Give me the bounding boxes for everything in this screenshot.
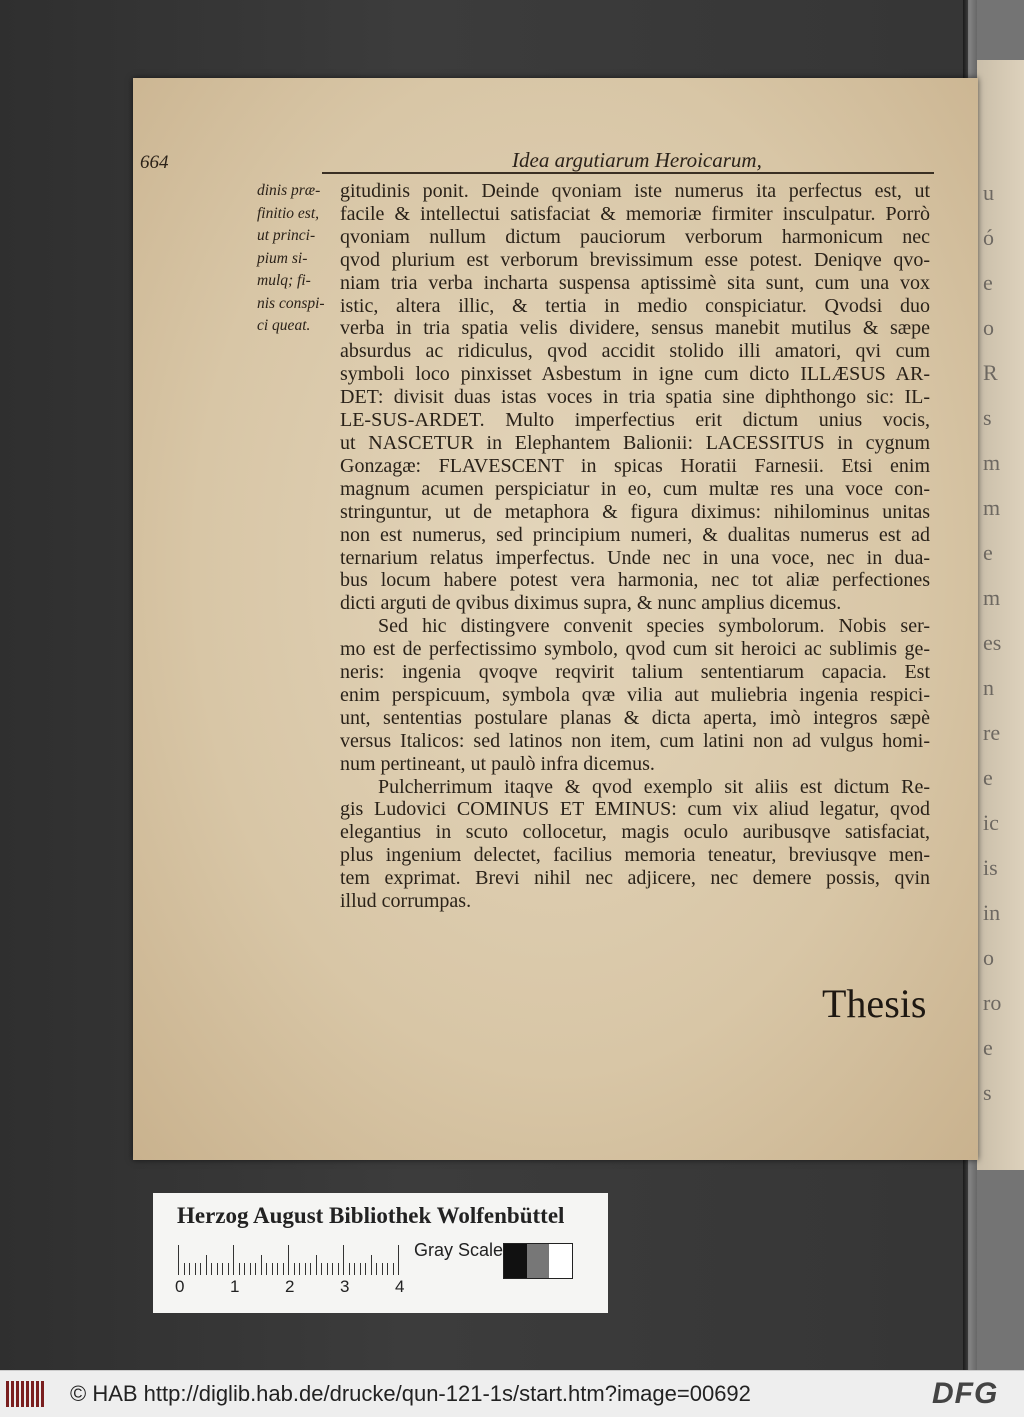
- text-line: versus Italicos: sed latinos non item, cum latini non ad vulgus homi-: [340, 729, 930, 752]
- text-line: plus ingenium delectet, facilius memoria teneatur, breviusqve men-: [340, 844, 930, 867]
- ruler-tick: [211, 1263, 212, 1275]
- ruler-tick: [338, 1263, 339, 1275]
- facing-page-fragment: is: [983, 855, 998, 880]
- ruler-tick: [387, 1263, 388, 1275]
- text-line: dicti arguti de qvibus diximus supra, & nunc amplius dicemus.: [340, 592, 842, 615]
- ruler-tick: [360, 1263, 361, 1275]
- facing-page-fragment: o: [983, 945, 994, 970]
- margin-note-line: ci queat.: [257, 317, 311, 334]
- margin-note-line: mulq; fi-: [257, 272, 311, 289]
- ruler-tick: [354, 1263, 355, 1275]
- text-line: Pulcherrimum itaqve & qvod exemplo sit aliis est dictum Re-: [378, 775, 930, 798]
- logo-bar: [21, 1381, 24, 1407]
- facing-page-fragment: e: [983, 270, 993, 295]
- facing-page-fragment: R: [983, 360, 998, 385]
- gray-patch: [504, 1244, 527, 1278]
- gray-scale-label: Gray Scale: [414, 1240, 504, 1260]
- margin-note-line: ut princi-: [257, 227, 316, 244]
- text-line: absurdus ac ridiculus, qvod accidit stolido illi amatori, qvi cum: [340, 340, 930, 363]
- text-line: Sed hic distingvere convenit species symbolorum. Nobis ser-: [378, 615, 930, 638]
- margin-note-line: pium si-: [257, 249, 308, 267]
- margin-note: [257, 180, 345, 338]
- logo-bar: [36, 1381, 39, 1407]
- dfg-logo[interactable]: DFG: [932, 1377, 999, 1410]
- ruler-tick: [228, 1263, 229, 1275]
- text-line: tem exprimat. Brevi nihil nec adjicere, nec demere possis, qvin: [340, 867, 930, 890]
- text-line: magnum acumen perspiciatur in eo, cum multæ res una voce con-: [340, 477, 930, 500]
- text-line: symboli loco pinxisset Asbestum in igne cum dicto ILLÆSUS AR-: [340, 363, 930, 386]
- margin-note-line: nis conspi-: [257, 294, 325, 312]
- ruler-tick: [376, 1263, 377, 1275]
- ruler-tick: [316, 1255, 317, 1275]
- hab-logo-icon[interactable]: [6, 1381, 46, 1407]
- ruler-tick: [189, 1263, 190, 1275]
- text-line: ternarium relatus imperfectus. Unde nec in una voce, nec in dua-: [340, 546, 930, 569]
- text-line: enim perspicuum, symbola qvæ vilia aut muliebria ingenia respici-: [340, 683, 930, 706]
- text-line: elegantius in scuto collocetur, magis oculo auribusqve satisfaciat,: [340, 821, 930, 844]
- text-line: illud corrumpas.: [340, 890, 472, 913]
- text-line: non est numerus, sed principium numeri, & dualitas numerus est ad: [340, 523, 930, 546]
- ruler-tick: [250, 1263, 251, 1275]
- facing-page-fragment: s: [983, 1080, 992, 1105]
- ruler-tick: [222, 1263, 223, 1275]
- ruler-tick: [327, 1263, 328, 1275]
- ruler-tick: [294, 1263, 295, 1275]
- ruler-tick: [261, 1255, 262, 1275]
- text-line: stringuntur, ut de metaphora & figura diximus: nihilominus unitas: [340, 500, 930, 523]
- ruler-tick: [200, 1263, 201, 1275]
- margin-note-line: dinis præ-: [257, 182, 321, 199]
- text-line: facile & intellectui satisfaciat & memoriæ firmiter insculpatur. Porrò: [340, 202, 930, 225]
- ruler-tick: [178, 1245, 179, 1275]
- facing-page-fragment: e: [983, 1035, 993, 1060]
- ruler-tick: [217, 1263, 218, 1275]
- ruler-tick: [277, 1263, 278, 1275]
- ruler-tick: [299, 1263, 300, 1275]
- ruler-tick: [365, 1263, 366, 1275]
- ruler-tick: [272, 1263, 273, 1275]
- library-name: Herzog August Bibliothek Wolfenbüttel: [177, 1203, 565, 1228]
- ruler-tick: [195, 1263, 196, 1275]
- facing-page-fragment: e: [983, 540, 993, 565]
- facing-page-fragment: n: [983, 675, 994, 700]
- gray-scale-patches: [503, 1243, 573, 1279]
- facing-page-fragment: m: [983, 585, 1001, 610]
- text-line: mo est de perfectissimo symbolo, qvod cum sit heroici ac sublimis ge-: [340, 638, 930, 661]
- text-line: istic, altera illic, & tertia in medio conspiciatur. Qvodsi duo: [340, 294, 930, 317]
- ruler-label: 0: [175, 1277, 185, 1296]
- logo-bar: [6, 1381, 9, 1407]
- ruler-tick: [382, 1263, 383, 1275]
- ruler-label: 2: [285, 1277, 295, 1296]
- logo-bar: [41, 1381, 44, 1407]
- header-rule: [322, 172, 934, 174]
- ruler-tick: [255, 1263, 256, 1275]
- text-line: Gonzagæ: FLAVESCENT in spicas Horatii Farnesii. Etsi enim: [340, 454, 930, 477]
- facing-page-fragment: ó: [983, 225, 994, 250]
- text-line: verba in tria spatia velis dividere, sensus manebit mutilus & sæpe: [340, 317, 930, 340]
- ruler-tick: [305, 1263, 306, 1275]
- color-target-card: [153, 1193, 608, 1313]
- margin-note-line: finitio est,: [257, 204, 319, 222]
- ruler-tick: [283, 1263, 284, 1275]
- text-line: LE-SUS-ARDET. Multo imperfectius erit dictum unius vocis,: [340, 409, 930, 432]
- ruler-tick: [371, 1255, 372, 1275]
- text-line: neris: ingenia qvoqve reqvirit talium sententiarum capacia. Est: [340, 661, 930, 684]
- page-number: 664: [140, 152, 169, 173]
- text-line: bus locum habere potest vera harmonia, nec tot aliæ perfectiones: [340, 569, 930, 592]
- viewer-footer: [0, 1370, 1024, 1417]
- text-line: gis Ludovici COMINUS ET EMINUS: cum vix aliud legatur, qvod: [340, 798, 930, 821]
- ruler-tick: [244, 1263, 245, 1275]
- logo-bar: [16, 1381, 19, 1407]
- body-text: [340, 180, 930, 913]
- logo-bar: [31, 1381, 34, 1407]
- ruler-tick: [310, 1263, 311, 1275]
- ruler-tick: [239, 1263, 240, 1275]
- text-line: ut NASCETUR in Elephantem Balionii: LACESSITUS in cygnum: [340, 431, 930, 454]
- text-line: DET: divisit duas istas voces in tria spatia sine diphthongo sic: IL-: [340, 386, 930, 409]
- ruler-tick: [288, 1245, 289, 1275]
- ruler-tick: [184, 1263, 185, 1275]
- ruler-label: 3: [340, 1277, 350, 1296]
- ruler-tick: [321, 1263, 322, 1275]
- facing-page-fragment: u: [983, 180, 994, 205]
- ruler-tick: [233, 1245, 234, 1275]
- facing-page-fragment: es: [983, 630, 1002, 655]
- text-line: num pertineant, ut paulò infra dicemus.: [340, 752, 655, 775]
- ruler-tick: [343, 1245, 344, 1275]
- text-line: unt, sententias postulare planas & dicta aperta, imò integros sæpè: [340, 706, 930, 729]
- logo-bar: [11, 1381, 14, 1407]
- ruler-tick: [266, 1263, 267, 1275]
- facing-page-fragment: s: [983, 405, 992, 430]
- ruler-tick: [398, 1245, 399, 1275]
- facing-page-fragment: re: [983, 720, 1001, 745]
- logo-bar: [26, 1381, 29, 1407]
- gray-patch: [549, 1244, 572, 1278]
- gray-patch: [527, 1244, 550, 1278]
- facing-page-fragment: m: [983, 450, 1001, 475]
- ruler-tick: [206, 1255, 207, 1275]
- text-line: qvoniam nullum dictum pauciorum verborum harmonicum nec: [340, 225, 930, 248]
- facing-page-fragment: o: [983, 315, 994, 340]
- ruler-label: 4: [395, 1277, 405, 1296]
- facing-page-fragment: m: [983, 495, 1001, 520]
- facing-page-fragment: ro: [983, 990, 1002, 1015]
- text-line: gitudinis ponit. Deinde qvoniam iste numerus ita perfectus est, ut: [340, 180, 930, 202]
- facing-page-fragment: e: [983, 765, 993, 790]
- ruler-tick: [393, 1263, 394, 1275]
- text-line: qvod plurium est verborum brevissimum esse potest. Deniqve qvo-: [340, 248, 930, 271]
- facing-page-fragment: ic: [983, 810, 999, 835]
- copyright-link[interactable]: © HAB http://diglib.hab.de/drucke/qun-121-1s/start.htm?image=00692: [70, 1381, 751, 1406]
- ruler-tick: [332, 1263, 333, 1275]
- running-head: Idea argutiarum Heroicarum,: [512, 148, 762, 172]
- text-line: niam tria verba incharta suspensa aptissimè sita sunt, cum una vox: [340, 271, 930, 294]
- ruler-label: 1: [230, 1277, 240, 1296]
- facing-page-fragment: in: [983, 900, 1001, 925]
- scale-ruler: [178, 1245, 408, 1275]
- catchword: Thesis: [822, 981, 927, 1026]
- ruler-tick: [349, 1263, 350, 1275]
